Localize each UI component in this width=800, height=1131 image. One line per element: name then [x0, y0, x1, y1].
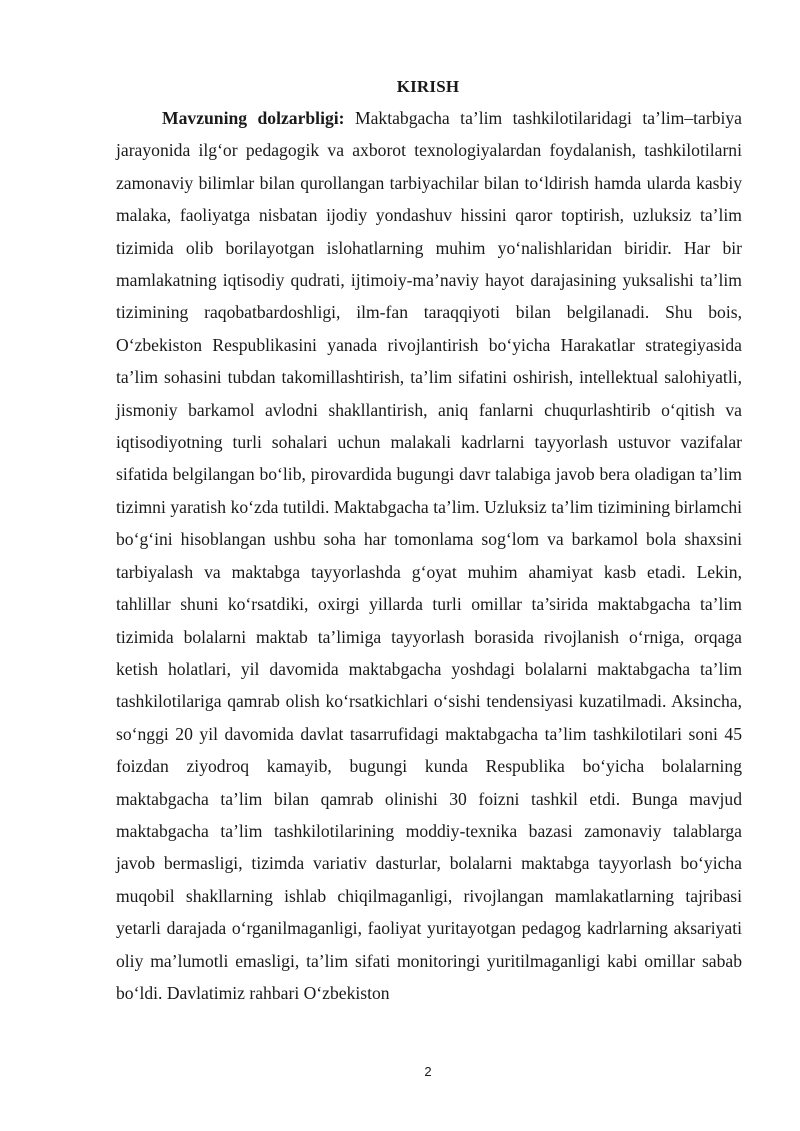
paragraph-lead: Mavzuning dolzarbligi:	[162, 108, 345, 128]
page-number: 2	[424, 1064, 432, 1079]
body-paragraph	[116, 102, 742, 1009]
paragraph-text: Maktabgacha ta’lim tashkilotilaridagi ta’lim–tarbiya jarayonida ilg‘or pedagogik va axborot texnologiyalardan foydalanish, tashkilotilarni zamonaviy bilimlar bilan qurollangan tarbiyachilar bilan to‘ldirish hamda ularda kasbiy malaka, faoliyatga nisbatan ijodiy yondashuv hissini qaror toptirish, uzluksiz ta’lim tizimida olib borilayotgan islohatlarning muhim yo‘nalishlaridan biridir. Har bir mamlakatning iqtisodiy qudrati, ijtimoiy-ma’naviy hayot darajasining yuksalishi ta’lim tizimining raqobatbardoshligi, ilm-fan taraqqiyoti bilan belgilanadi. Shu bois, O‘zbekiston Respublikasini yanada rivojlantirish bo‘yicha Harakatlar strategiyasida ta’lim sohasini tubdan takomillashtirish, ta’lim sifatini oshirish, intellektual salohiyatli, jismoniy barkamol avlodni shakllantirish, aniq fanlarni chuqurlashtirib o‘qitish va iqtisodiyotning turli sohalari uchun malakali kadrlarni tayyorlash ustuvor vazifalar sifatida belgilangan bo‘lib, pirovardida bugungi davr talabiga javob bera oladigan ta’lim tizimni yaratish ko‘zda tutildi. Maktabgacha ta’lim. Uzluksiz ta’lim tizimining birlamchi bo‘g‘ini hisoblangan ushbu soha har tomonlama sog‘lom va barkamol bola shaxsini tarbiyalash va maktabga tayyorlashda g‘oyat muhim ahamiyat kasb etadi. Lekin, tahlillar shuni ko‘rsatdiki, oxirgi yillarda turli omillar ta’sirida maktabgacha ta’lim tizimida bolalarni maktab ta’limiga tayyorlash borasida rivojlanish o‘rniga, orqaga ketish holatlari, yil davomida maktabgacha yoshdagi bolalarni maktabgacha ta’lim tashkilotilariga qamrab olish ko‘rsatkichlari o‘sishi tendensiyasi kuzatilmadi. Aksincha, so‘nggi 20 yil davomida davlat tasarrufidagi maktabgacha ta’lim tashkilotilari soni 45 foizdan ziyodroq kamayib, bugungi kunda Respublika bo‘yicha bolalarning maktabgacha ta’lim bilan qamrab olinishi 30 foizni tashkil etdi. Bunga mavjud maktabgacha ta’lim tashkilotilarining moddiy-texnika bazasi zamonaviy talablarga javob bermasligi, tizimda variativ dasturlar, bolalarni maktabga tayyorlash bo‘yicha muqobil shakllarning ishlab chiqilmaganligi, rivojlangan mamlakatlarning tajribasi yetarli darajada o‘rganilmaganligi, faoliyat yuritayotgan pedagog kadrlarning aksariyati oliy ma’lumotli emasligi, ta’lim sifati monitoringi yuritilmaganligi kabi omillar sabab bo‘ldi. Davlatimiz rahbari O‘zbekiston	[116, 108, 742, 1003]
section-heading: KIRISH	[396, 77, 460, 96]
